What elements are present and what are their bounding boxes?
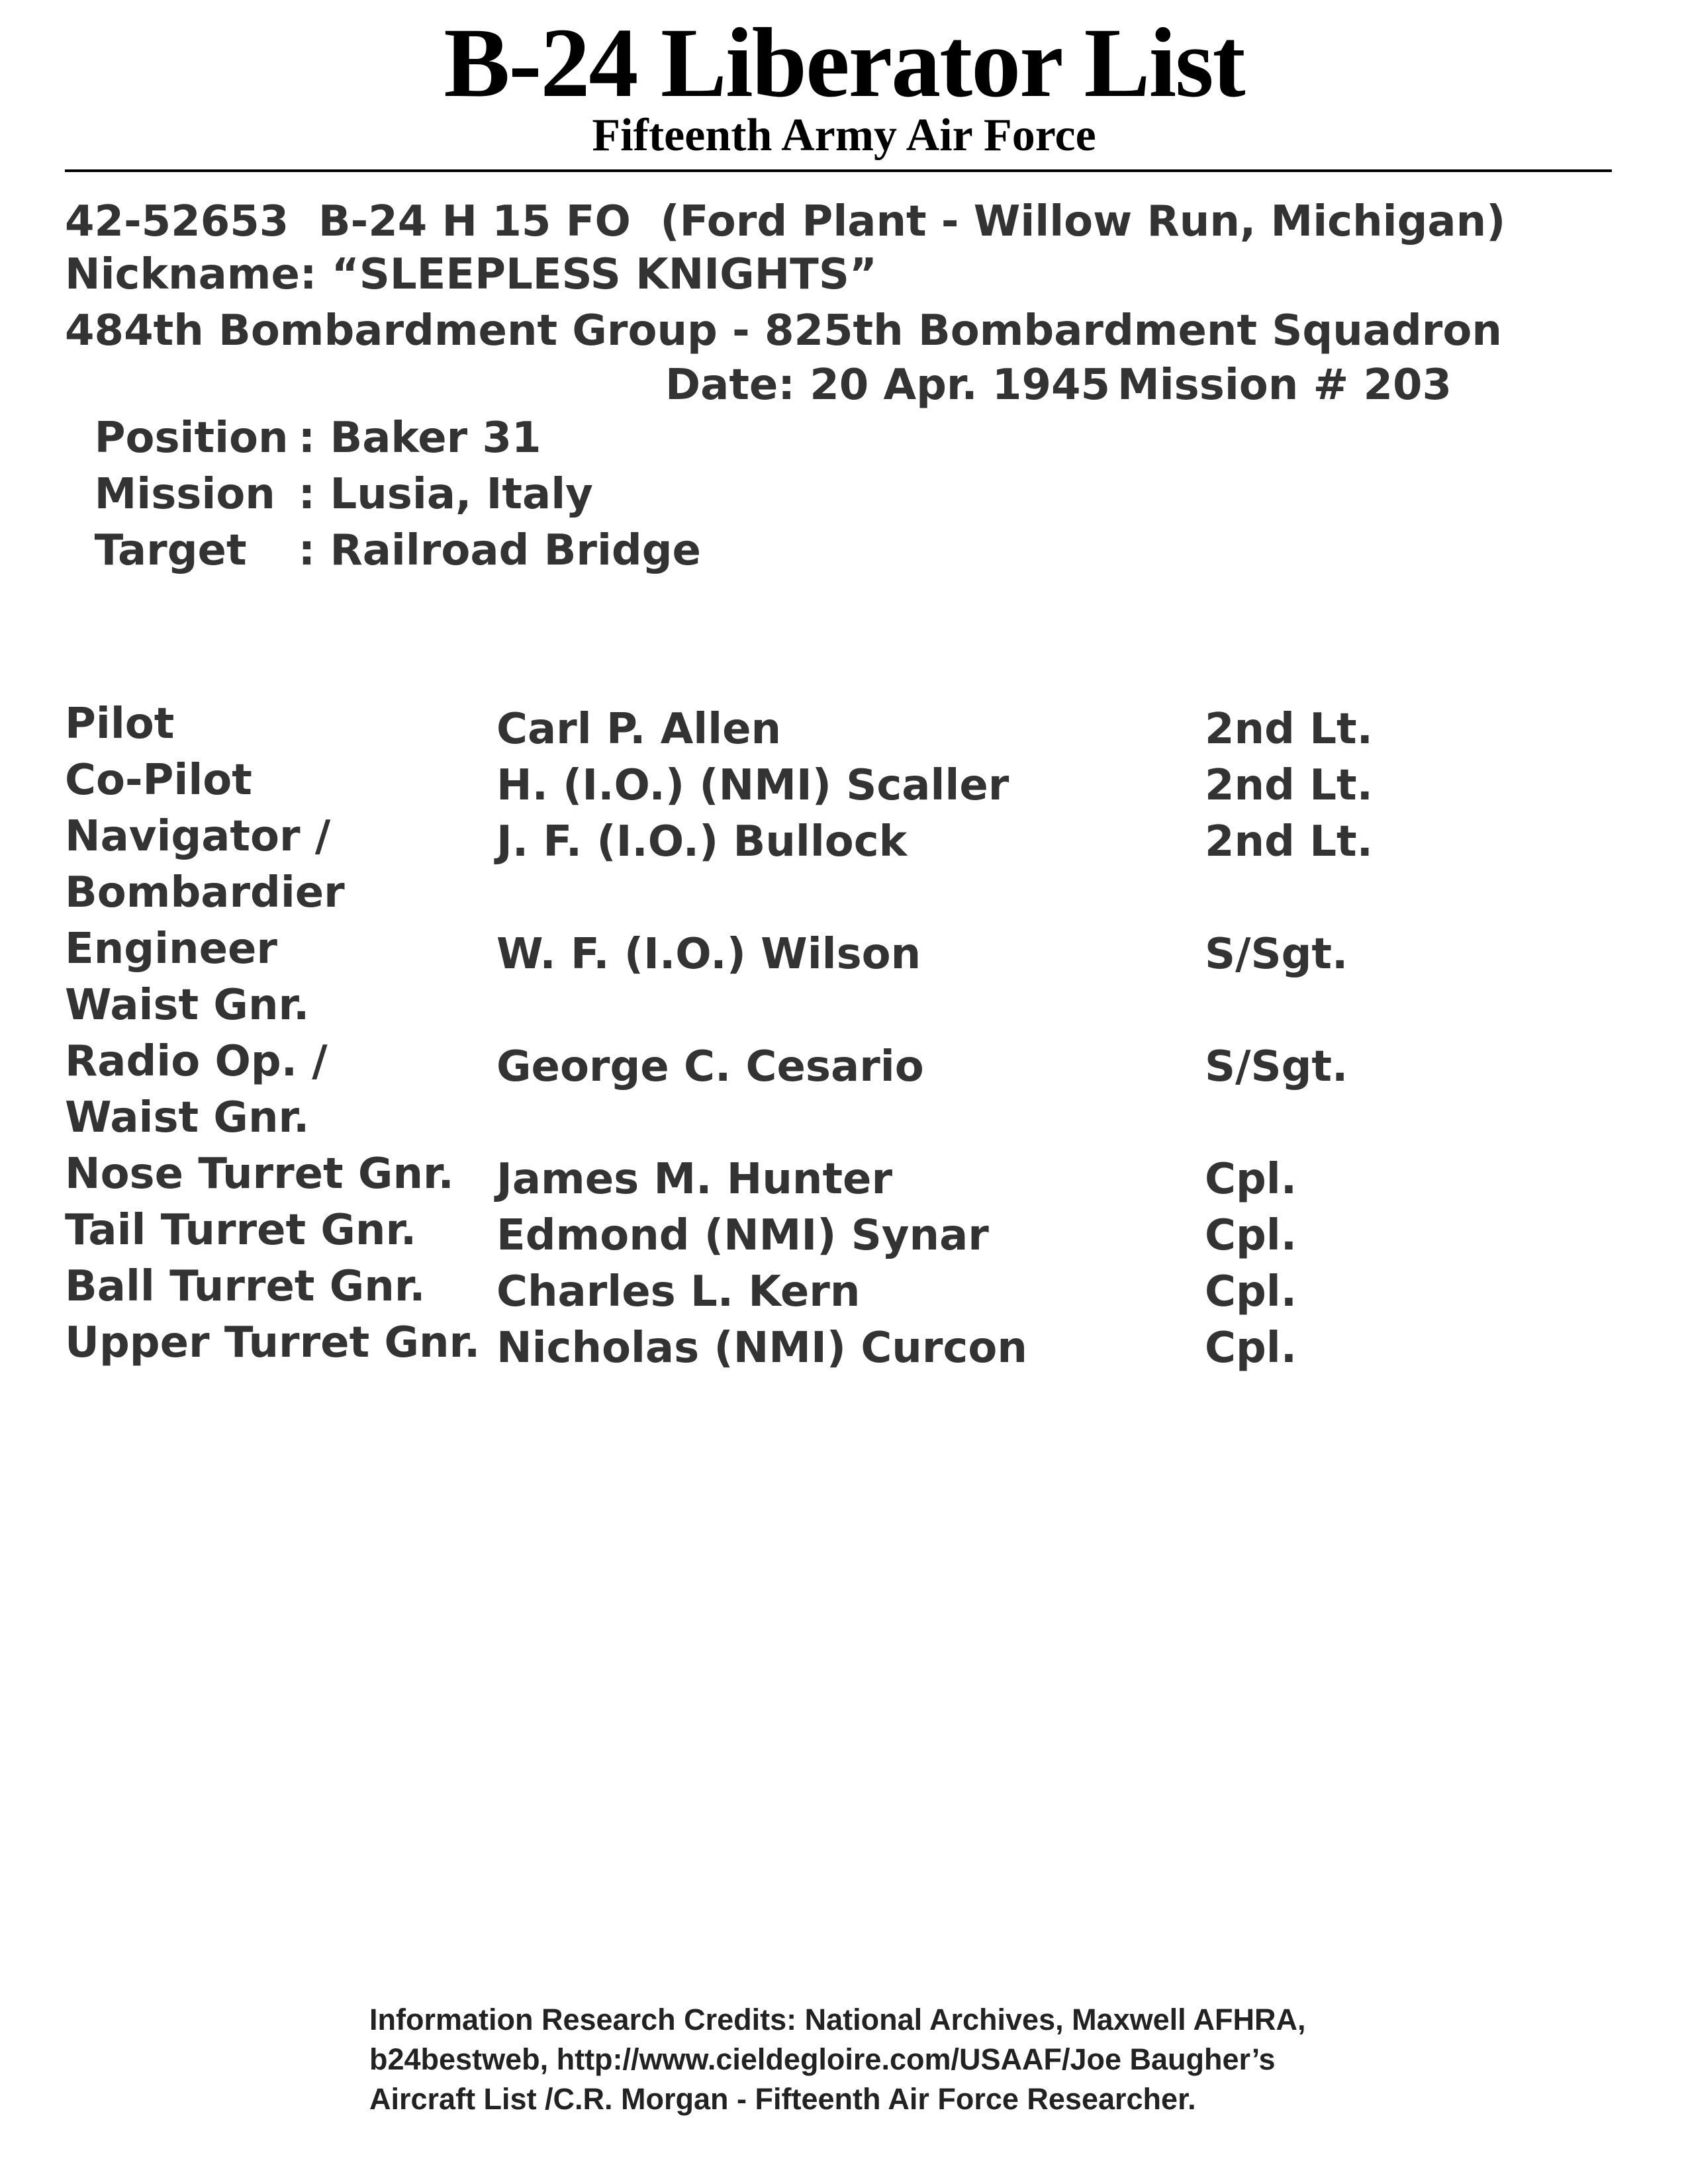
aircraft-nickname: Nickname: “SLEEPLESS KNIGHTS”	[65, 250, 877, 299]
crew-name: Nicholas (NMI) Curcon	[496, 1324, 1027, 1373]
crew-role: Pilot	[65, 700, 175, 749]
crew-role: Co-Pilot	[65, 756, 252, 805]
mission-label: Mission	[94, 470, 275, 519]
position-value: : Baker 31	[298, 414, 541, 463]
aircraft-group: 484th Bombardment Group - 825th Bombardment Squadron	[65, 306, 1502, 355]
page-title: B-24 Liberator List	[444, 8, 1244, 118]
target-value: : Railroad Bridge	[298, 526, 701, 575]
crew-rank: S/Sgt.	[1205, 930, 1348, 979]
crew-role: Radio Op. / Waist Gnr.	[65, 1037, 328, 1142]
credits-line: Information Research Credits: National Archives, Maxwell AFHRA,	[369, 2003, 1306, 2036]
position-label: Position	[94, 414, 289, 463]
credits-line: b24bestweb, http://www.cieldegloire.com/USAAF/Joe Baugher’s	[369, 2042, 1276, 2076]
target-row	[65, 471, 701, 577]
crew-role: Engineer Waist Gnr.	[65, 925, 310, 1030]
crew-rank: 2nd Lt.	[1205, 761, 1373, 810]
crew-role: Tail Turret Gnr.	[65, 1206, 417, 1255]
crew-name: H. (I.O.) (NMI) Scaller	[496, 761, 1009, 810]
crew-rank: Cpl.	[1205, 1211, 1297, 1260]
aircraft-serial-line: 42-52653 B-24 H 15 FO (Ford Plant - Willow Run, Michigan)	[65, 197, 1506, 246]
mission-date: Date: 20 Apr. 1945	[665, 361, 1111, 410]
crew-role: Ball Turret Gnr.	[65, 1262, 426, 1311]
crew-rank: Cpl.	[1205, 1267, 1297, 1316]
header-divider	[65, 169, 1612, 172]
crew-role: Navigator / Bombardier	[65, 812, 345, 917]
research-credits	[369, 2000, 1495, 2119]
crew-name: J. F. (I.O.) Bullock	[496, 817, 908, 866]
crew-name: Edmond (NMI) Synar	[496, 1211, 989, 1260]
crew-role: Nose Turret Gnr.	[65, 1150, 454, 1199]
credits-line: Aircraft List /C.R. Morgan - Fifteenth Air Force Researcher.	[369, 2082, 1196, 2116]
crew-rank: 2nd Lt.	[1205, 705, 1373, 754]
page-subtitle: Fifteenth Army Air Force	[592, 110, 1096, 161]
crew-name: Carl P. Allen	[496, 705, 782, 754]
crew-rank: Cpl.	[1205, 1324, 1297, 1373]
crew-name: James M. Hunter	[496, 1155, 892, 1204]
crew-name: W. F. (I.O.) Wilson	[496, 930, 921, 979]
crew-name: Charles L. Kern	[496, 1267, 861, 1316]
crew-rank: 2nd Lt.	[1205, 817, 1373, 866]
mission-value: : Lusia, Italy	[298, 470, 593, 519]
mission-number: Mission # 203	[1117, 361, 1452, 410]
crew-name: George C. Cesario	[496, 1042, 924, 1091]
crew-role: Upper Turret Gnr.	[65, 1318, 481, 1367]
crew-rank: Cpl.	[1205, 1155, 1297, 1204]
crew-rank: S/Sgt.	[1205, 1042, 1348, 1091]
target-label: Target	[94, 526, 247, 575]
